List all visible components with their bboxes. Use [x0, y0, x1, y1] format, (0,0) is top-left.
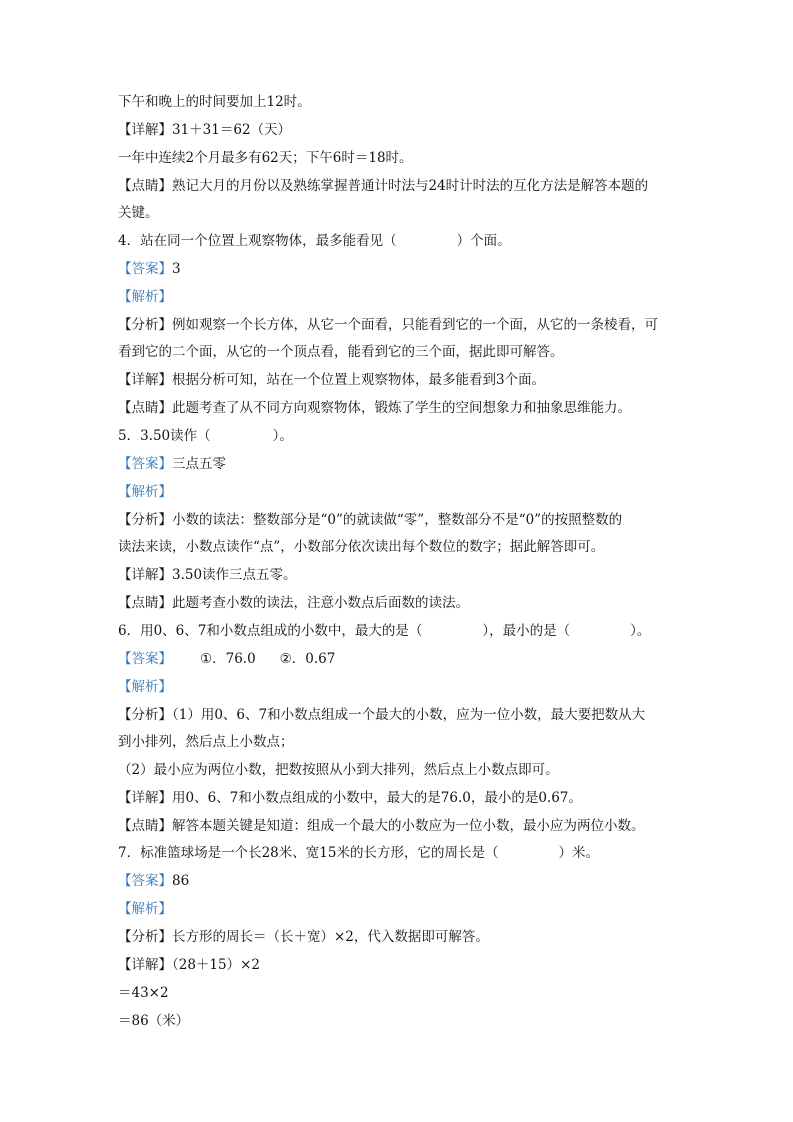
text-segment: 【详解】（28＋15）×2: [118, 957, 261, 973]
text-segment: 【详解】3.50读作三点五零。: [118, 567, 297, 583]
text-segment: 【点睛】熟记大月的月份以及熟练掌握普通计时法与24时计时法的互化方法是解答本题的: [118, 178, 649, 194]
text-segment: ②．0.67: [279, 651, 336, 667]
text-line: [118, 259, 688, 279]
text-segment: 三点五零: [172, 456, 226, 472]
text-line: [118, 287, 688, 307]
text-line: [118, 732, 688, 752]
text-segment: 【分析】（1）用0、6、7和小数点组成一个最大的小数，应为一位小数，最大要把数从大: [118, 707, 646, 723]
text-segment: ）个面。: [456, 233, 511, 249]
text-segment: 到小排列，然后点上小数点；: [118, 734, 294, 750]
text-segment: 86: [172, 873, 190, 889]
text-line: [118, 342, 688, 362]
text-line: [118, 565, 688, 585]
text-line: [118, 231, 688, 251]
text-segment: ）米。: [558, 845, 599, 861]
text-line: [118, 510, 688, 530]
section-label: 【解析】: [118, 679, 172, 695]
text-segment: ）。: [272, 428, 293, 444]
section-label: 【答案】: [118, 261, 172, 277]
text-line: [118, 927, 688, 947]
text-segment: 读法来读，小数点读作“点”，小数部分依次读出每个数位的数字；据此解答即可。: [118, 539, 605, 555]
section-label: 【答案】: [118, 651, 172, 667]
text-line: [118, 760, 688, 780]
text-segment: 【分析】例如观察一个长方体，从它一个面看，只能看到它的一个面，从它的一条棱看，可: [118, 317, 658, 333]
text-line: [118, 92, 688, 112]
text-line: [118, 370, 688, 390]
text-segment: （2）最小应为两位小数，把数按照从小到大排列，然后点上小数点即可。: [118, 762, 559, 778]
text-line: [118, 871, 688, 891]
text-segment: 【点睛】解答本题关键是知道：组成一个最大的小数应为一位小数，最小应为两位小数。: [118, 818, 645, 834]
text-line: [118, 843, 688, 863]
text-line: [118, 705, 688, 725]
text-segment: ）。: [630, 623, 651, 639]
text-line: [118, 899, 688, 919]
section-label: 【解析】: [118, 901, 172, 917]
text-segment: 看到它的二个面，从它的一个顶点看，能看到它的三个面，据此即可解答。: [118, 344, 564, 360]
text-segment: 【点睛】此题考查小数的读法，注意小数点后面数的读法。: [118, 595, 469, 611]
text-line: [118, 788, 688, 808]
text-segment: 7．标准篮球场是一个长28米、宽15米的长方形，它的周长是（: [118, 845, 499, 861]
text-line: [118, 537, 688, 557]
text-line: [118, 677, 688, 697]
text-segment: 【详解】用0、6、7和小数点组成的小数中，最大的是76.0，最小的是0.67。: [118, 790, 582, 806]
text-line: [118, 148, 688, 168]
text-line: [118, 955, 688, 975]
text-line: [118, 176, 688, 196]
text-line: [118, 398, 688, 418]
section-label: 【答案】: [118, 873, 172, 889]
text-line: [118, 203, 688, 223]
section-label: 【解析】: [118, 484, 172, 500]
text-line: [118, 816, 688, 836]
text-line: [118, 426, 688, 446]
section-label: 【答案】: [118, 456, 172, 472]
text-line: [118, 120, 688, 140]
text-line: [118, 315, 688, 335]
text-line: [118, 621, 688, 641]
text-segment: 【详解】根据分析可知，站在一个位置上观察物体，最多能看到3个面。: [118, 372, 546, 388]
text-line: [118, 454, 688, 474]
text-segment: ），最小的是（: [482, 623, 571, 639]
text-segment: 关键。: [118, 205, 159, 221]
text-segment: 4．站在同一个位置上观察物体，最多能看见（: [118, 233, 397, 249]
text-segment: ＝86（米）: [118, 1013, 190, 1029]
text-line: [118, 482, 688, 502]
text-segment: 下午和晚上的时间要加上12时。: [118, 94, 311, 110]
text-segment: 【详解】31＋31＝62（天）: [118, 122, 292, 138]
text-line: [118, 649, 688, 669]
text-segment: 【分析】小数的读法：整数部分是“0”的就读做“零”，整数部分不是“0”的按照整数的: [118, 512, 623, 528]
text-line: [118, 983, 688, 1003]
text-segment: 【分析】长方形的周长＝（长＋宽）×2，代入数据即可解答。: [118, 929, 489, 945]
section-label: 【解析】: [118, 289, 172, 305]
text-line: [118, 593, 688, 613]
text-segment: 3: [172, 261, 181, 277]
text-segment: 【点睛】此题考查了从不同方向观察物体，锻炼了学生的空间想象力和抽象思维能力。: [118, 400, 631, 416]
text-line: [118, 1011, 688, 1031]
text-segment: 5．3.50读作（: [118, 428, 211, 444]
text-segment: 一年中连续2个月最多有62天；下午6时＝18时。: [118, 150, 413, 166]
text-segment: ①．76.0: [200, 651, 256, 667]
text-segment: ＝43×2: [118, 985, 169, 1001]
text-segment: 6．用0、6、7和小数点组成的小数中，最大的是（: [118, 623, 423, 639]
